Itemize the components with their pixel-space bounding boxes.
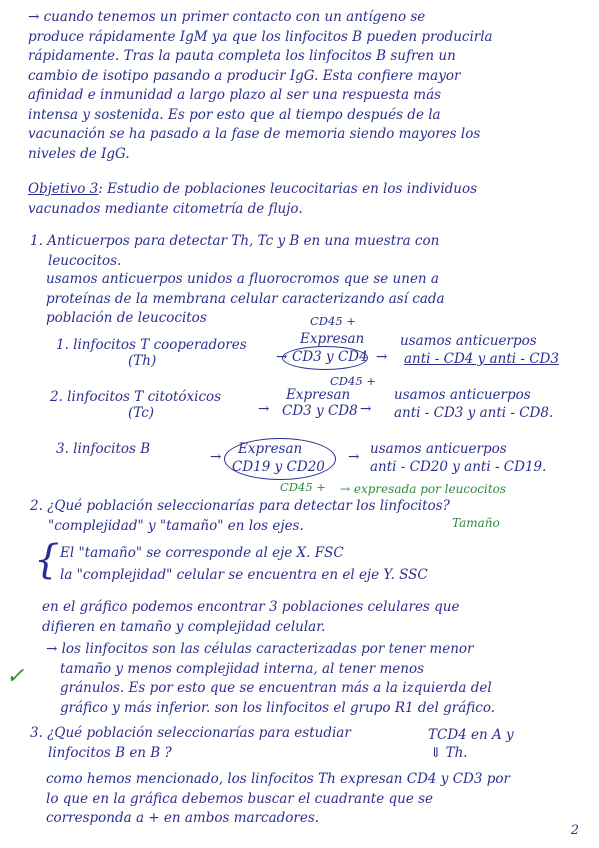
question-3-side: TCD4 en A y bbox=[428, 727, 514, 743]
objective-label: Objetivo 3 bbox=[28, 181, 99, 197]
item-b-name: 3. linfocitos B bbox=[56, 441, 151, 457]
axis-y-line: la "complejidad" celular se encuentra en el eje Y. SSC bbox=[60, 567, 428, 583]
question-title: 2. ¿Qué población seleccionarías para detectar los linfocitos? bbox=[30, 498, 450, 514]
q2-paragraph-2 bbox=[46, 640, 591, 718]
objective-text-2: vacunados mediante citometría de flujo. bbox=[28, 200, 303, 217]
arrow: → bbox=[376, 349, 388, 365]
question-title: 1. Anticuerpos para detectar Th, Tc y B en una muestra con bbox=[30, 233, 440, 249]
text-line: en el gráfico podemos encontrar 3 poblaciones celulares que bbox=[42, 599, 460, 615]
question-1 bbox=[30, 232, 590, 271]
expresan-label: Expresan bbox=[300, 331, 365, 347]
note-cd45: CD45 + bbox=[330, 374, 376, 388]
note-cd45: CD45 + bbox=[280, 480, 326, 494]
text-line: gránulos. Es por esto que se encuentran más a la izquierda del bbox=[60, 680, 492, 696]
result-b-1: usamos anticuerpos bbox=[370, 441, 507, 457]
objective-heading bbox=[28, 180, 588, 219]
markers-tc: CD3 y CD8 bbox=[282, 403, 358, 419]
arrow: → bbox=[348, 449, 360, 465]
question-title-2: leucocitos. bbox=[48, 252, 122, 269]
text-line: produce rápidamente IgM ya que los linfocitos B pueden producirla bbox=[28, 28, 493, 45]
axis-x-line: El "tamaño" se corresponde al eje X. FSC bbox=[60, 545, 344, 561]
text-line: afinidad e inmunidad a largo plazo al ser una respuesta más bbox=[28, 87, 442, 103]
text-line: → los linfocitos son las células caracterizadas por tener menor bbox=[46, 641, 474, 657]
result-b-2: anti - CD20 y anti - CD19. bbox=[370, 459, 547, 475]
objective-text: : Estudio de poblaciones leucocitarias en los individuos bbox=[98, 181, 478, 197]
text-line: difieren en tamaño y complejidad celular. bbox=[42, 618, 326, 635]
q2-paragraph-1 bbox=[42, 598, 587, 637]
text-line: vacunación se ha pasado a la fase de memoria siendo mayores los bbox=[28, 126, 481, 142]
question-3-title-2: linfocitos B en B ? bbox=[48, 745, 172, 761]
text-line: tamaño y menos complejidad interna, al tener menos bbox=[60, 660, 424, 677]
item-th-name: 1. linfocitos T cooperadores bbox=[56, 337, 247, 353]
result-th-1: usamos anticuerpos bbox=[400, 333, 537, 349]
text-line: gráfico y más inferior. son los linfocitos el grupo R1 del gráfico. bbox=[60, 699, 495, 716]
text-line: niveles de IgG. bbox=[28, 145, 130, 162]
result-tc-2: anti - CD3 y anti - CD8. bbox=[394, 405, 554, 421]
intro-paragraph bbox=[28, 8, 588, 164]
expresan-label: Expresan bbox=[286, 387, 351, 403]
text-line: lo que en la gráfica debemos buscar el cuadrante que se bbox=[46, 790, 434, 807]
item-tc-name: 2. linfocitos T citotóxicos bbox=[50, 389, 222, 405]
green-word: Tamaño bbox=[452, 516, 500, 530]
item-tc-abbr: (Tc) bbox=[128, 405, 155, 421]
text-line: cambio de isotipo pasando a producir IgG. Esta confiere mayor bbox=[28, 67, 461, 84]
text-line: rápidamente. Tras la pauta completa los linfocitos B sufren un bbox=[28, 48, 456, 64]
item-th-abbr: (Th) bbox=[128, 353, 157, 369]
text-line: usamos anticuerpos unidos a fluorocromos que se unen a bbox=[46, 271, 439, 287]
question-3-side-2: ⇓ Th. bbox=[430, 745, 468, 761]
note-cd45: CD45 + bbox=[310, 314, 356, 328]
arrow: → bbox=[360, 401, 372, 417]
text-line: → cuando tenemos un primer contacto con un antígeno se bbox=[28, 9, 426, 25]
markers-th: CD3 y CD4 bbox=[292, 349, 368, 365]
arrow: → bbox=[276, 349, 288, 365]
text-line: como hemos mencionado, los linfocitos Th expresan CD4 y CD3 por bbox=[46, 771, 510, 787]
markers-b: CD19 y CD20 bbox=[232, 459, 325, 475]
question-3-title: 3. ¿Qué población seleccionarías para estudiar bbox=[30, 725, 351, 741]
text-line: intensa y sostenida. Es por esto que al tiempo después de la bbox=[28, 106, 441, 123]
q3-paragraph bbox=[46, 770, 591, 829]
expresan-label: Expresan bbox=[238, 441, 303, 457]
question-2 bbox=[30, 497, 590, 536]
check-mark: ✓ bbox=[6, 664, 25, 689]
brace-mark: { bbox=[34, 537, 60, 583]
question-title-2: "complejidad" y "tamaño" en los ejes. bbox=[48, 517, 304, 534]
green-note: → expresada por leucocitos bbox=[340, 482, 507, 496]
result-tc-1: usamos anticuerpos bbox=[394, 387, 531, 403]
text-line: población de leucocitos bbox=[46, 310, 207, 326]
arrow: → bbox=[258, 401, 270, 417]
page-number: 2 bbox=[570, 823, 579, 838]
result-th-2: anti - CD4 y anti - CD3 bbox=[404, 351, 559, 367]
arrow: → bbox=[210, 449, 222, 465]
text-line: corresponda a + en ambos marcadores. bbox=[46, 810, 320, 826]
text-line: proteínas de la membrana celular caracterizando así cada bbox=[46, 290, 445, 307]
